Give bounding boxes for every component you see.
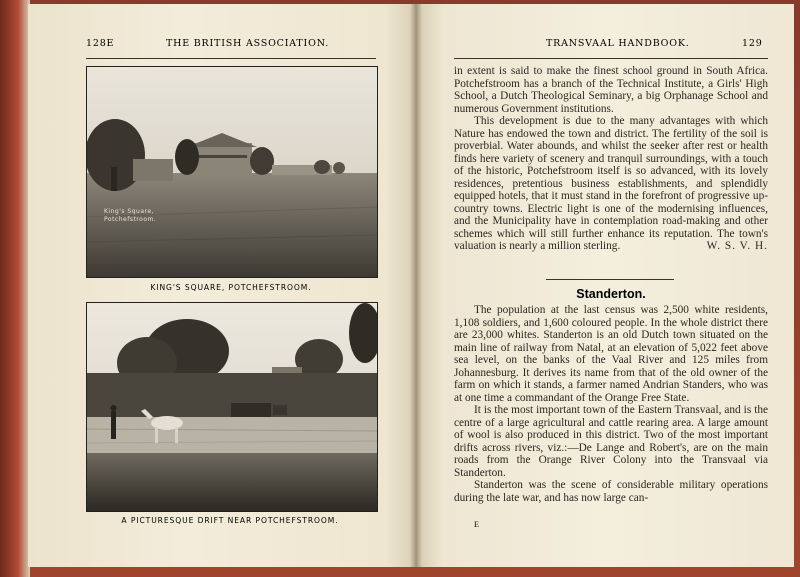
right-running-head: TRANSVAAL HANDBOOK. xyxy=(546,38,690,49)
picturesque-drift-image xyxy=(87,303,377,511)
author-signature: W. S. V. H. xyxy=(706,240,768,252)
right-page-number: 129 xyxy=(742,38,763,49)
photo-kings-square xyxy=(86,66,378,278)
paragraph: It is the most important town of the Eastern Transvaal, and is the centre of a large agricultural and cattle rearing area. A large amount of wool is also produced in this district. Two of the most important drifts across rivers, viz.:—De Lange and Robert's, are on the main roads from the Orange River Colony into the Transvaal via Standerton. xyxy=(454,404,768,479)
left-running-head: THE BRITISH ASSOCIATION. xyxy=(166,38,330,49)
paragraph xyxy=(454,115,768,253)
photo-inscription: King's Square, Potchefstroom. xyxy=(104,208,157,223)
standerton-text xyxy=(454,304,768,504)
section-divider xyxy=(546,279,674,280)
paragraph: The population at the last census was 2,500 white residents, 1,108 soldiers, and 1,600 coloured people. In the whole district there are 23,000 whites. Standerton is an old Dutch town situated on the main line of railway from Natal, at an elevation of 5,022 feet above sea level, on the banks of the Vaal River and 125 miles from Johannesburg. It derives its name from that of the old owner of the farm on which it stands, a farmer named Andrian Standers, who was at one time a commandant of the Orange Free State. xyxy=(454,304,768,404)
potchefstroom-text xyxy=(454,65,768,253)
section-title-standerton: Standerton. xyxy=(576,287,646,301)
book-cover-edge xyxy=(0,0,30,577)
left-page-number: 128E xyxy=(86,38,115,49)
printer-signature-mark: E xyxy=(474,520,479,529)
photo-picturesque-drift xyxy=(86,302,378,512)
left-header-rule xyxy=(86,58,376,59)
right-header-rule xyxy=(454,58,768,59)
paragraph-text: This development is due to the many advantages with which Nature has endowed the town and district. The fertility of the soil is proverbial. Water abounds, and whilst the seeker after rest or health finds here variety of scenery and tranquil surroundings, with a touch of the historic, Potchefstroom itself is so advanced, with its lovely residences, pretentious business establishments, and splendidly equipped hotels, that it must stand in the forefront of progressive up-country towns. Electric light is one of the modernising influences, and the Municipality have in contemplation road-making and other schemes which will still further enhance its reputation. The town's valuation is nearly a million sterling. xyxy=(454,115,768,252)
caption-kings-square: KING'S SQUARE, POTCHEFSTROOM. xyxy=(150,283,312,292)
caption-picturesque-drift: A PICTURESQUE DRIFT NEAR POTCHEFSTROOM. xyxy=(121,516,339,525)
kings-square-image xyxy=(87,67,377,277)
paragraph: in extent is said to make the finest school ground in South Africa. Potchefstroom has a branch of the Technical Institute, a Girls' High School, a Dutch Theological Seminary, a big Orphanage School and numerous Government institutions. xyxy=(454,65,768,115)
book-gutter xyxy=(410,4,422,567)
paragraph: Standerton was the scene of considerable military operations during the late war, and has now large can- xyxy=(454,479,768,504)
